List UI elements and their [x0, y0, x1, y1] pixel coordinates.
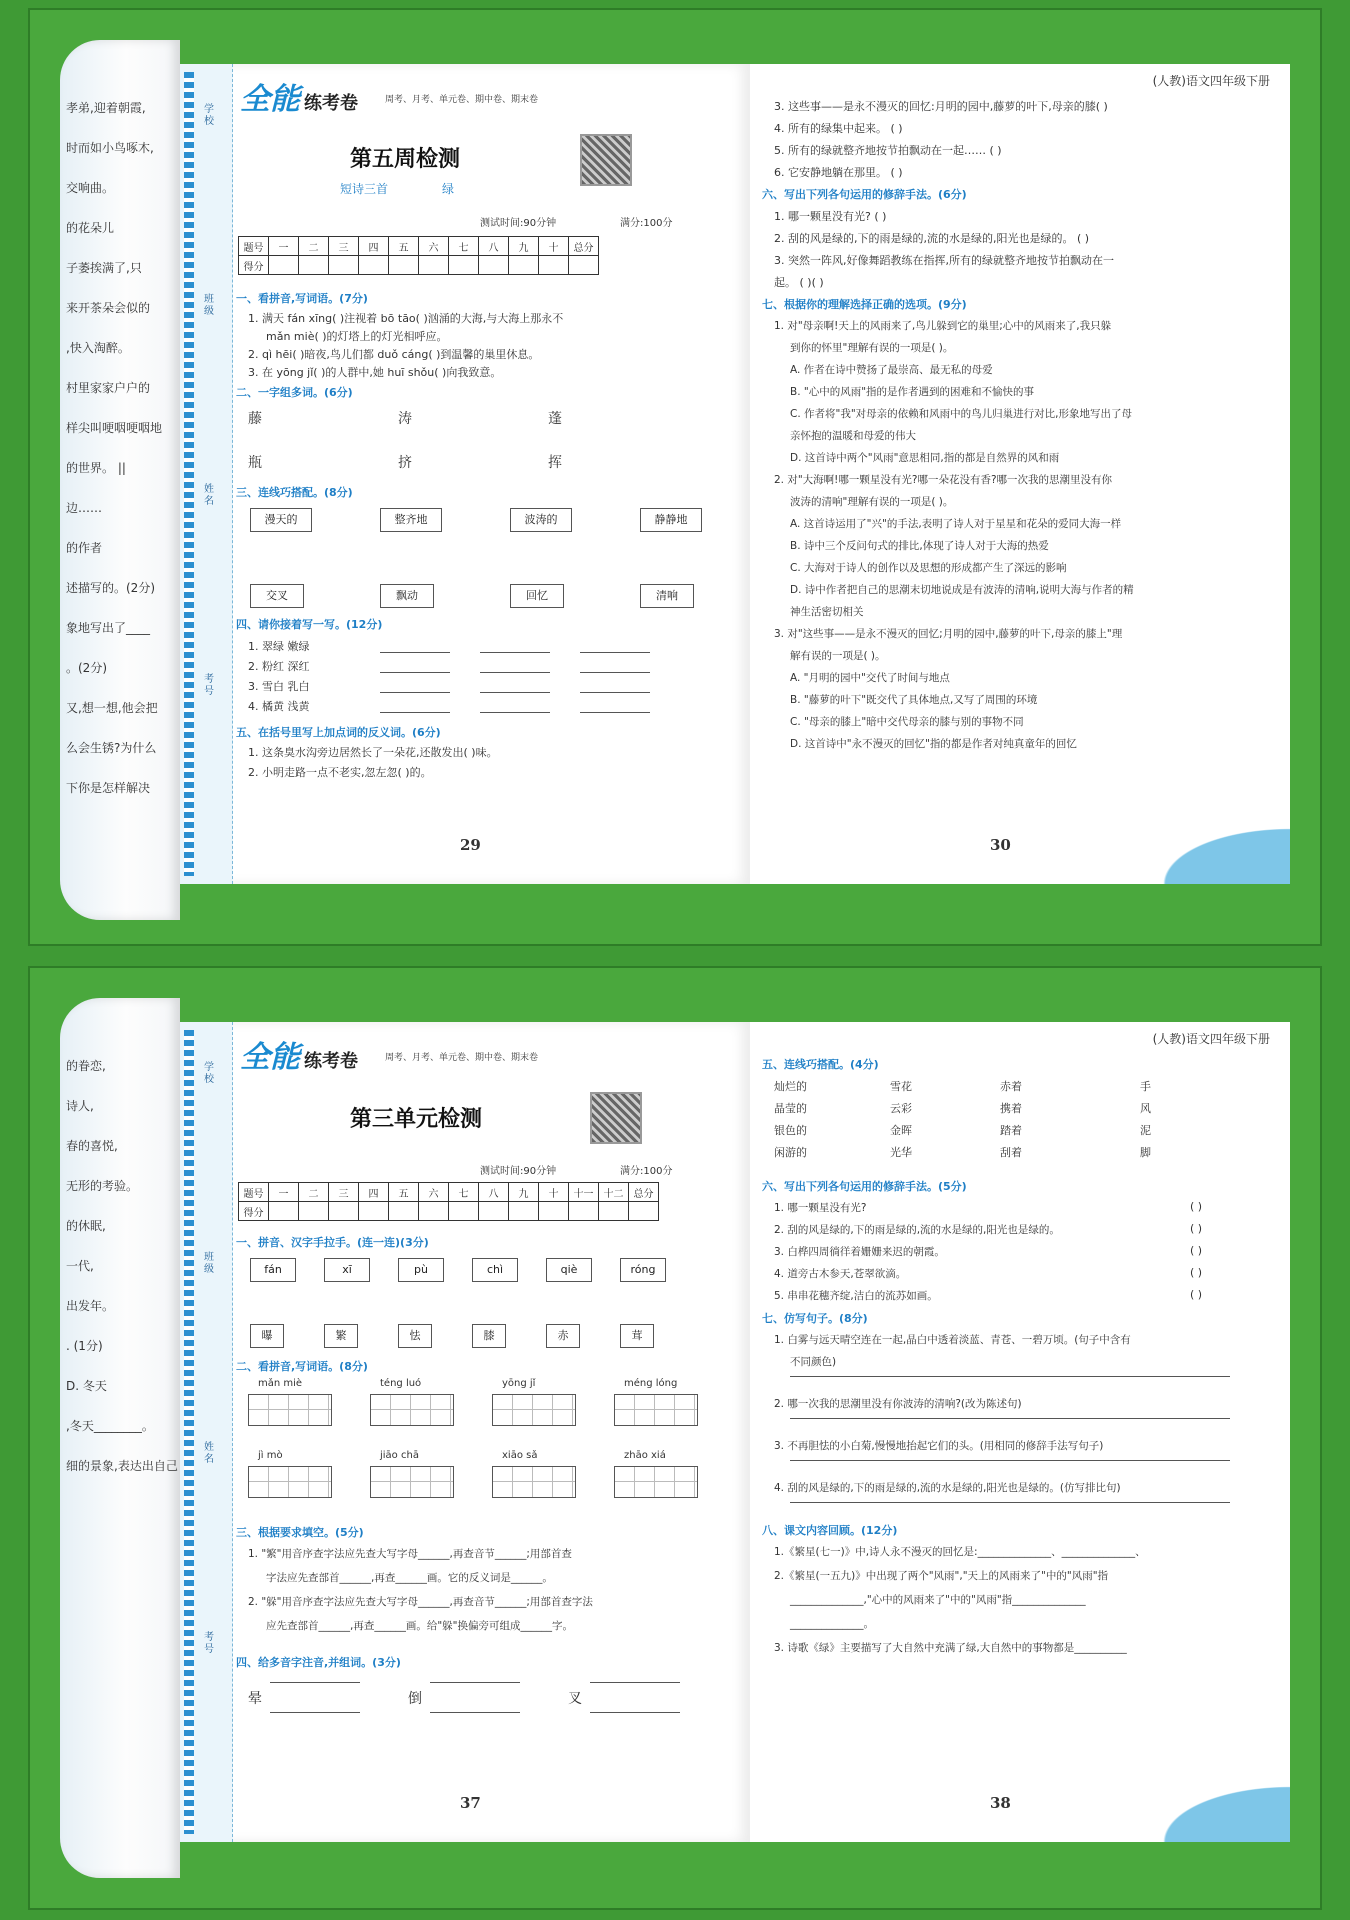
rhetoric-line: 1. 哪一颗星没有光? ( ): [774, 210, 887, 223]
brand-logo: 全能 练考卷: [240, 82, 358, 117]
rewrite-prompt: 4. 刮的风是绿的,下的雨是绿的,流的水是绿的,阳光也是绿的。(仿写排比句): [774, 1482, 1121, 1494]
rewrite-prompt: 3. 不再胆怯的小白菊,慢慢地抬起它们的头。(用相同的修辞手法写句子): [774, 1440, 1104, 1452]
lesson-tag-2: 绿: [442, 182, 455, 196]
score-header-cell: 九: [509, 237, 539, 256]
spine-text-fragment: 下你是怎样解决: [66, 781, 151, 795]
binding-ribbon: 学校 班级 姓名 考号: [180, 64, 233, 884]
spine-text-fragment: 。(2分): [66, 661, 107, 675]
bottom-photo-panel: [28, 966, 1322, 1910]
test-time: 测试时间:90分钟: [480, 218, 557, 229]
answer-line: [790, 1502, 1230, 1503]
q5-1: 1. 这条臭水沟旁边居然长了一朵花,还散发出( )味。: [248, 746, 498, 759]
answer-blank: [380, 652, 450, 653]
choice-line: 3. 对"这些事——是永不漫灭的回忆;月明的园中,藤萝的叶下,母亲的膝上"理: [774, 628, 1123, 640]
spine-text-fragment: 出发年。: [66, 1299, 115, 1313]
test-time: 测试时间:90分钟: [480, 1166, 557, 1177]
answer-line: [790, 1460, 1230, 1461]
answer-blank: [480, 712, 550, 713]
pinyin-prompt: xiāo sǎ: [502, 1450, 538, 1461]
section-8-heading: 八、课文内容回顾。(12分): [762, 1524, 898, 1537]
answer-line: [790, 1418, 1230, 1419]
match-word-bottom: 清响: [640, 584, 694, 608]
choice-line: D. 这首诗中两个"风雨"意思相同,指的都是自然界的风和雨: [790, 452, 1060, 464]
binding-ribbon: 学校 班级 姓名 考号: [180, 1022, 233, 1842]
choice-line: A. 作者在诗中赞扬了最崇高、最无私的母爱: [790, 364, 993, 376]
score-cell[interactable]: [539, 256, 569, 275]
spine-text-fragment: 的作者: [66, 541, 103, 555]
score-header-cell: 一: [269, 1183, 299, 1202]
rhetoric-line: 1. 哪一颗星没有光?: [774, 1202, 867, 1214]
score-header-cell: 六: [419, 1183, 449, 1202]
page-30: [750, 64, 1290, 884]
section-3-heading: 三、根据要求填空。(5分): [236, 1526, 364, 1539]
score-cell[interactable]: [269, 256, 299, 275]
score-header-cell: 七: [449, 1183, 479, 1202]
score-header-cell: 十: [539, 237, 569, 256]
match-word: 金晖: [890, 1124, 912, 1137]
match-word-top: 波涛的: [510, 508, 572, 532]
match-word-bottom: 交叉: [250, 584, 304, 608]
section-3-heading: 三、连线巧搭配。(8分): [236, 486, 353, 499]
score-cell[interactable]: [329, 1202, 359, 1221]
page-29: [180, 64, 750, 884]
score-cell[interactable]: [389, 1202, 419, 1221]
choice-line: 到你的怀里"理解有误的一项是( )。: [790, 342, 954, 354]
rhetoric-line: 4. 道旁古木参天,苍翠欲滴。: [774, 1268, 907, 1280]
section-4-heading: 四、请你接着写一写。(12分): [236, 618, 383, 631]
match-word: 脚: [1140, 1146, 1151, 1159]
answer-blank: [430, 1682, 520, 1683]
polyphone-char: 挤: [398, 455, 412, 471]
section-7-heading: 七、根据你的理解选择正确的选项。(9分): [762, 298, 967, 311]
book-header: (人教)语文四年级下册: [1152, 1032, 1270, 1046]
score-cell[interactable]: [359, 256, 389, 275]
score-cell[interactable]: [539, 1202, 569, 1221]
writing-grid: [614, 1466, 698, 1498]
answer-parens: ( ): [1190, 1222, 1203, 1235]
score-header-cell: 三: [329, 237, 359, 256]
section-6-heading: 六、写出下列各句运用的修辞手法。(6分): [762, 188, 967, 201]
match-word: 光华: [890, 1146, 912, 1159]
score-cell[interactable]: [449, 1202, 479, 1221]
fill-line: 字法应先查部首______,再查______画。它的反义词是______。: [266, 1572, 553, 1584]
question-line: 6. 它安静地躺在那里。 ( ): [774, 166, 903, 179]
choice-line: A. 这首诗运用了"兴"的手法,表明了诗人对于星星和花朵的爱同大海一样: [790, 518, 1122, 530]
score-header-cell: 七: [449, 237, 479, 256]
page-title: 第五周检测: [350, 146, 461, 172]
score-cell[interactable]: [449, 256, 479, 275]
answer-blank: [580, 672, 650, 673]
polyphone-char: 挥: [548, 455, 562, 471]
answer-blank: [270, 1682, 360, 1683]
spine-text-fragment: 春的喜悦,: [66, 1139, 118, 1153]
spine-text-fragment: 又,想一想,他会把: [66, 701, 158, 715]
pinyin-prompt: téng luó: [380, 1378, 422, 1389]
score-cell[interactable]: [389, 256, 419, 275]
spine-text-fragment: . (1分): [66, 1339, 103, 1353]
char-card: 怯: [398, 1324, 432, 1348]
section-2-heading: 二、看拼音,写词语。(8分): [236, 1360, 368, 1373]
score-header-cell: 八: [479, 1183, 509, 1202]
page-number: 30: [990, 836, 1011, 854]
score-cell[interactable]: [569, 256, 599, 275]
spine-text-fragment: 边……: [66, 501, 103, 515]
q1-line: 3. 在 yōng jǐ( )的人群中,她 huī shǒu( )向我致意。: [248, 366, 502, 379]
char-card: 茸: [620, 1324, 654, 1348]
choice-line: A. "月明的园中"交代了时间与地点: [790, 672, 950, 684]
brand-tags: 周考、月考、单元卷、期中卷、期末卷: [385, 95, 539, 105]
curled-previous-page: [60, 998, 180, 1878]
score-cell[interactable]: [269, 1202, 299, 1221]
choice-line: 2. 对"大海啊!哪一颗星没有光?哪一朵花没有香?哪一次我的思潮里没有你: [774, 474, 1113, 486]
score-cell[interactable]: [479, 1202, 509, 1221]
score-cell[interactable]: [419, 256, 449, 275]
page-number: 37: [460, 1794, 481, 1812]
score-cell[interactable]: [479, 256, 509, 275]
fill-line: 1. "繁"用音序查字法应先查大写字母______,再查音节______;用部首查: [248, 1548, 572, 1560]
decorative-hill: [1130, 1772, 1290, 1842]
choice-line: B. "藤萝的叶下"既交代了具体地点,又写了周围的环境: [790, 694, 1038, 706]
answer-blank: [480, 672, 550, 673]
choice-line: C. 大海对于诗人的创作以及思想的形成都产生了深远的影响: [790, 562, 1067, 574]
score-cell[interactable]: [629, 1202, 659, 1221]
score-header-cell: 六: [419, 237, 449, 256]
rewrite-prompt: 不同颜色): [790, 1356, 837, 1368]
question-line: 3. 这些事——是永不漫灭的回忆:月明的园中,藤萝的叶下,母亲的膝( ): [774, 100, 1108, 113]
spine-text-fragment: 的休眠,: [66, 1219, 106, 1233]
spine-text-fragment: 样尖叫哽咽哽咽地: [66, 421, 163, 435]
choice-line: 1. 对"母亲啊!天上的风雨来了,鸟儿躲到它的巢里;心中的风雨来了,我只躲: [774, 320, 1112, 332]
answer-blank: [380, 672, 450, 673]
char-card: 繁: [324, 1324, 358, 1348]
writing-grid: [370, 1466, 454, 1498]
section-2-heading: 二、一字组多词。(6分): [236, 386, 353, 399]
word-prompt: 4. 橘黄 浅黄: [248, 700, 310, 713]
spine-text-fragment: 村里家家户户的: [66, 381, 151, 395]
choice-line: B. "心中的风雨"指的是作者遇到的困难和不愉快的事: [790, 386, 1035, 398]
score-cell[interactable]: [359, 1202, 389, 1221]
score-cell[interactable]: [509, 256, 539, 275]
q5-2: 2. 小明走路一点不老实,忽左忽( )的。: [248, 766, 432, 779]
rhetoric-line: 2. 刮的风是绿的,下的雨是绿的,流的水是绿的,阳光也是绿的。: [774, 1224, 1060, 1236]
score-cell[interactable]: [419, 1202, 449, 1221]
word-prompt: 1. 翠绿 嫩绿: [248, 640, 310, 653]
polyphone-char: 瓶: [248, 455, 262, 471]
brand-logo: 全能 练考卷: [240, 1040, 358, 1075]
score-cell[interactable]: [329, 256, 359, 275]
section-4-heading: 四、给多音字注音,并组词。(3分): [236, 1656, 401, 1669]
question-line: 5. 所有的绿就整齐地按节拍飘动在一起…… ( ): [774, 144, 1002, 157]
answer-parens: ( ): [1190, 1266, 1203, 1279]
answer-blank: [580, 652, 650, 653]
pinyin-card: róng: [620, 1258, 666, 1282]
choice-line: 解有误的一项是( )。: [790, 650, 886, 662]
score-table: [238, 236, 599, 275]
book-header: (人教)语文四年级下册: [1152, 74, 1270, 88]
polyphone-char: 晕: [248, 1691, 262, 1707]
score-table: [238, 1182, 659, 1221]
spine-text-fragment: 一代,: [66, 1259, 94, 1273]
char-card: 曝: [250, 1324, 284, 1348]
match-word-top: 静静地: [640, 508, 702, 532]
score-header-cell: 五: [389, 237, 419, 256]
q1-line: 2. qì hēi( )暗夜,鸟儿们都 duǒ cáng( )到温馨的巢里休息。: [248, 348, 540, 361]
writing-grid: [614, 1394, 698, 1426]
answer-blank: [590, 1682, 680, 1683]
rewrite-prompt: 2. 哪一次我的思潮里没有你波涛的清响?(改为陈述句): [774, 1398, 1022, 1410]
spine-text-fragment: 无形的考验。: [66, 1179, 139, 1193]
match-word-bottom: 飘动: [380, 584, 434, 608]
match-word: 手: [1140, 1080, 1151, 1093]
score-header-cell: 十一: [569, 1183, 599, 1202]
answer-blank: [480, 652, 550, 653]
score-header-cell: 二: [299, 237, 329, 256]
match-word-top: 漫天的: [250, 508, 312, 532]
answer-blank: [580, 692, 650, 693]
curled-previous-page: [60, 40, 180, 920]
answer-blank: [270, 1712, 360, 1713]
pinyin-card: chì: [472, 1258, 518, 1282]
spine-text-fragment: 交响曲。: [66, 181, 115, 195]
score-row-label: 得分: [239, 1202, 269, 1221]
pinyin-card: fán: [250, 1258, 296, 1282]
pinyin-prompt: méng lóng: [624, 1378, 678, 1389]
spine-text-fragment: 么会生锈?为什么: [66, 741, 157, 755]
answer-parens: ( ): [1190, 1288, 1203, 1301]
section-5-heading: 五、在括号里写上加点词的反义词。(6分): [236, 726, 441, 739]
rewrite-prompt: 1. 白雾与远天晴空连在一起,晶白中透着淡蓝、青苍、一碧万顷。(句子中含有: [774, 1334, 1131, 1346]
match-word-top: 整齐地: [380, 508, 442, 532]
pinyin-card: pù: [398, 1258, 444, 1282]
match-word: 踏着: [1000, 1124, 1022, 1137]
choice-line: 神生活密切相关: [790, 606, 864, 618]
choice-line: D. 这首诗中"永不漫灭的回忆"指的都是作者对纯真童年的回忆: [790, 738, 1077, 750]
choice-line: C. 作者将"我"对母亲的依赖和风雨中的鸟儿归巢进行对比,形象地写出了母: [790, 408, 1133, 420]
writing-grid: [370, 1394, 454, 1426]
match-word: 赤着: [1000, 1080, 1022, 1093]
polyphone-char: 倒: [408, 1691, 422, 1707]
spine-text-fragment: 述描写的。(2分): [66, 581, 155, 595]
rhetoric-line: 起。 ( )( ): [774, 276, 824, 289]
qr-code: [580, 134, 632, 186]
polyphone-char: 叉: [568, 1691, 582, 1707]
score-cell[interactable]: [299, 256, 329, 275]
score-header-cell: 三: [329, 1183, 359, 1202]
answer-blank: [430, 1712, 520, 1713]
choice-line: B. 诗中三个反问句式的排比,体现了诗人对于大海的热爱: [790, 540, 1049, 552]
score-header-cell: 十二: [599, 1183, 629, 1202]
score-header-cell: 四: [359, 237, 389, 256]
answer-blank: [580, 712, 650, 713]
rhetoric-line: 5. 串串花穗齐绽,洁白的流苏如画。: [774, 1290, 938, 1302]
lesson-tag-1: 短诗三首: [340, 182, 389, 196]
review-line: 1.《繁星(七一)》中,诗人永不漫灭的回忆是:______________、______________、: [774, 1546, 1146, 1558]
section-7-heading: 七、仿写句子。(8分): [762, 1312, 868, 1325]
spine-text-fragment: 诗人,: [66, 1099, 94, 1113]
writing-grid: [248, 1394, 332, 1426]
match-word: 风: [1140, 1102, 1151, 1115]
answer-blank: [380, 712, 450, 713]
word-prompt: 2. 粉红 深红: [248, 660, 310, 673]
top-photo-panel: [28, 8, 1322, 946]
match-word: 刮着: [1000, 1146, 1022, 1159]
full-score: 满分:100分: [620, 218, 673, 229]
match-word: 泥: [1140, 1124, 1151, 1137]
polyphone-char: 藤: [248, 411, 262, 427]
score-cell[interactable]: [509, 1202, 539, 1221]
pinyin-prompt: yōng jǐ: [502, 1378, 536, 1389]
match-word: 闲游的: [774, 1146, 807, 1159]
q1-line: 1. 满天 fán xīng( )注视着 bō tāo( )汹涌的大海,与大海上那永不: [248, 312, 564, 325]
choice-line: D. 诗中作者把自己的思潮末切地说成是有波涛的清响,说明大海与作者的精: [790, 584, 1134, 596]
score-cell[interactable]: [569, 1202, 599, 1221]
q1-line: mǎn miè( )的灯塔上的灯光相呼应。: [266, 330, 448, 343]
qr-code: [590, 1092, 642, 1144]
score-header-cell: 题号: [239, 1183, 269, 1202]
review-line: ______________,"心中的风雨来了"中的"风雨"指______________: [790, 1594, 1086, 1606]
writing-grid: [248, 1466, 332, 1498]
pinyin-prompt: jiāo chā: [380, 1450, 419, 1461]
fill-line: 应先查部首______,再查______画。给"躲"换偏旁可组成______字。: [266, 1620, 573, 1632]
match-word-bottom: 回忆: [510, 584, 564, 608]
match-word: 携着: [1000, 1102, 1022, 1115]
answer-parens: ( ): [1190, 1200, 1203, 1213]
answer-parens: ( ): [1190, 1244, 1203, 1257]
spine-text-fragment: 时而如小鸟啄木,: [66, 141, 154, 155]
section-1-heading: 一、看拼音,写词语。(7分): [236, 292, 368, 305]
writing-grid: [492, 1394, 576, 1426]
answer-line: [790, 1376, 1230, 1377]
fill-line: 2. "躲"用音序查字法应先查大写字母______,再查音节______;用部首查字法: [248, 1596, 593, 1608]
char-card: 膝: [472, 1324, 506, 1348]
answer-blank: [480, 692, 550, 693]
match-word: 雪花: [890, 1080, 912, 1093]
score-header-cell: 十: [539, 1183, 569, 1202]
page-number: 38: [990, 1794, 1011, 1812]
spine-text-fragment: ,快入淘醉。: [66, 341, 130, 355]
answer-blank: [380, 692, 450, 693]
review-line: ______________。: [790, 1618, 874, 1630]
choice-line: C. "母亲的膝上"暗中交代母亲的膝与别的事物不同: [790, 716, 1024, 728]
review-line: 2.《繁星(一五九)》中出现了两个"风雨","天上的风雨来了"中的"风雨"指: [774, 1570, 1109, 1582]
polyphone-char: 涛: [398, 411, 412, 427]
score-header-cell: 二: [299, 1183, 329, 1202]
rhetoric-line: 3. 白桦四周徜徉着姗姗来迟的朝霞。: [774, 1246, 945, 1258]
pinyin-card: qiè: [546, 1258, 592, 1282]
score-header-cell: 总分: [569, 237, 599, 256]
spine-text-fragment: 的眷恋,: [66, 1059, 106, 1073]
polyphone-char: 蓬: [548, 411, 562, 427]
match-word: 灿烂的: [774, 1080, 807, 1093]
answer-blank: [590, 1712, 680, 1713]
page-38: [750, 1022, 1290, 1842]
rhetoric-line: 3. 突然一阵风,好像舞蹈教练在指挥,所有的绿就整齐地按节拍飘动在一: [774, 254, 1114, 267]
score-header-cell: 五: [389, 1183, 419, 1202]
score-cell[interactable]: [599, 1202, 629, 1221]
question-line: 4. 所有的绿集中起来。 ( ): [774, 122, 903, 135]
review-line: 3. 诗歌《绿》主要描写了大自然中充满了绿,大自然中的事物都是__________: [774, 1642, 1127, 1654]
spine-text-fragment: 来开茶朵会似的: [66, 301, 151, 315]
spine-text-fragment: 的花朵儿: [66, 221, 115, 235]
spine-text-fragment: 孝弟,迎着朝霞,: [66, 101, 146, 115]
word-prompt: 3. 雪白 乳白: [248, 680, 310, 693]
brand-tags: 周考、月考、单元卷、期中卷、期末卷: [385, 1053, 539, 1063]
writing-grid: [492, 1466, 576, 1498]
spine-text-fragment: 象地写出了____: [66, 621, 151, 635]
section-5-heading: 五、连线巧搭配。(4分): [762, 1058, 879, 1071]
char-card: 赤: [546, 1324, 580, 1348]
spine-text-fragment: 细的景象,表达出自己: [66, 1459, 178, 1473]
pinyin-prompt: zhāo xiá: [624, 1450, 666, 1461]
match-word: 银色的: [774, 1124, 807, 1137]
workbook-spread-bottom: [60, 998, 1300, 1878]
decorative-hill: [1130, 814, 1290, 884]
page-title: 第三单元检测: [350, 1106, 483, 1132]
choice-line: 波涛的清响"理解有误的一项是( )。: [790, 496, 954, 508]
match-word: 晶莹的: [774, 1102, 807, 1115]
score-header-cell: 四: [359, 1183, 389, 1202]
section-1-heading: 一、拼音、汉字手拉手。(连一连)(3分): [236, 1236, 429, 1249]
score-cell[interactable]: [299, 1202, 329, 1221]
spine-text-fragment: ,冬天________。: [66, 1419, 154, 1433]
spine-text-fragment: 子萎挨满了,只: [66, 261, 142, 275]
score-header-cell: 总分: [629, 1183, 659, 1202]
score-header-cell: 一: [269, 237, 299, 256]
page-37: [180, 1022, 750, 1842]
match-word: 云彩: [890, 1102, 912, 1115]
page-number: 29: [460, 836, 481, 854]
spine-text-fragment: 的世界。 ||: [66, 461, 126, 475]
score-row-label: 得分: [239, 256, 269, 275]
score-header-cell: 题号: [239, 237, 269, 256]
pinyin-prompt: jì mò: [258, 1450, 283, 1461]
full-score: 满分:100分: [620, 1166, 673, 1177]
score-header-cell: 九: [509, 1183, 539, 1202]
score-header-cell: 八: [479, 237, 509, 256]
rhetoric-line: 2. 刮的风是绿的,下的雨是绿的,流的水是绿的,阳光也是绿的。 ( ): [774, 232, 1090, 245]
pinyin-prompt: mǎn miè: [258, 1378, 303, 1389]
workbook-spread-top: [60, 40, 1300, 920]
pinyin-card: xī: [324, 1258, 370, 1282]
choice-line: 亲怀抱的温暖和母爱的伟大: [790, 430, 916, 442]
section-6-heading: 六、写出下列各句运用的修辞手法。(5分): [762, 1180, 967, 1193]
spine-text-fragment: D. 冬天: [66, 1379, 107, 1393]
